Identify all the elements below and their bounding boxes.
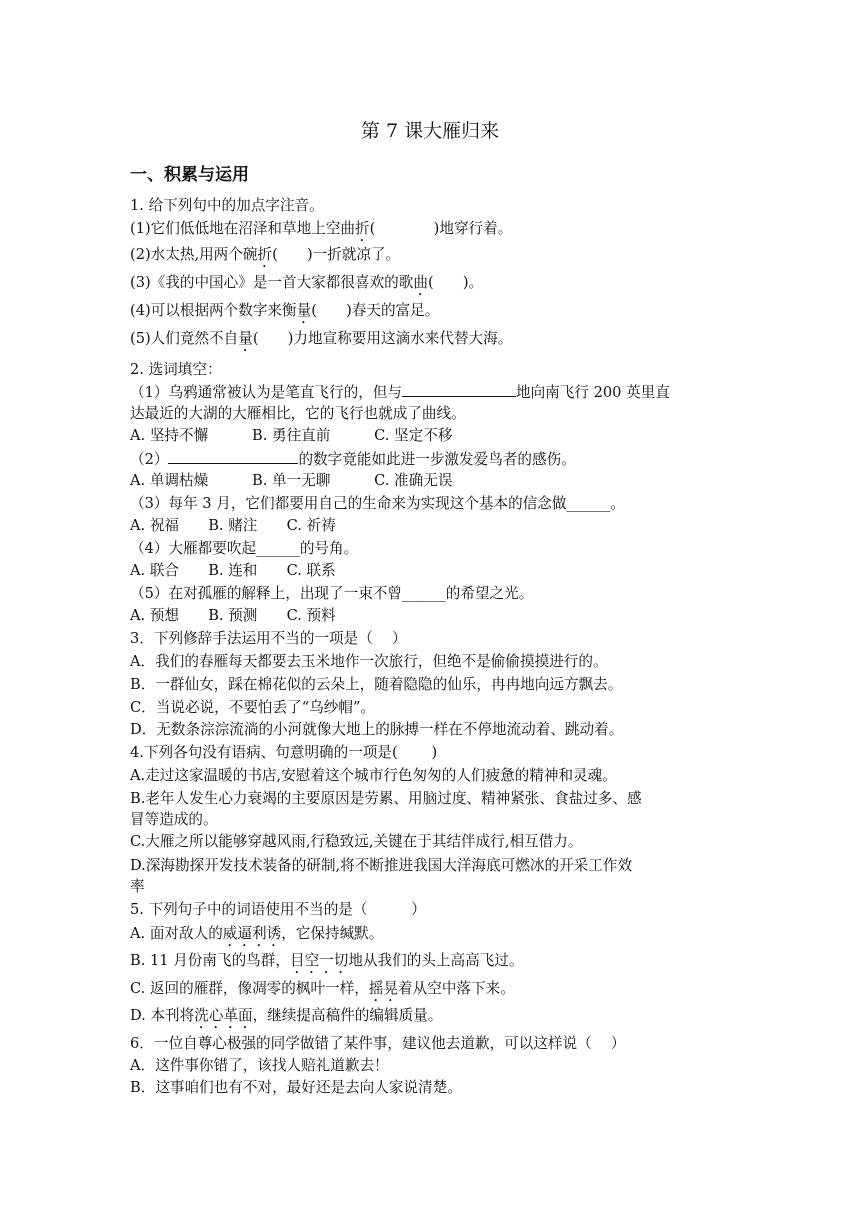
q1-item-1: (1)它们低低地在沼泽和草地上空曲折( )地穿行着。 [130,220,513,237]
q6-option-a: A．这件事你错了，该找人赔礼道歉去！ [130,1057,389,1074]
q2-options-2: A. 单调枯燥 B. 单一无聊 C. 准确无误 [130,472,453,489]
q2-stem: 2. 选词填空： [130,361,222,378]
q3-option-d: D．无数条淙淙流淌的小河就像大地上的脉搏一样在不停地流动着、跳动着。 [130,721,624,738]
q5-option-d: D. 本刊将洗心革面，继续提高稿件的编辑质量。 [130,1007,443,1024]
q4-option-d-cont: 率 [130,878,145,895]
q5-option-b: B. 11 月份南飞的鸟群，目空一切地从我们的头上高高飞过。 [130,952,524,969]
q6-stem: 6．一位自尊心极强的同学做错了某件事，建议他去道歉，可以这样说（ ） [130,1035,626,1052]
q5-option-c: C. 返回的雁群，像凋零的枫叶一样，摇晃着从空中落下来。 [130,980,515,997]
q3-stem: 3．下列修辞手法运用不当的一项是（ ） [130,630,407,647]
answer-blank [168,449,298,464]
q4-stem: 4.下列各句没有语病、句意明确的一项是( ) [130,744,438,761]
q2-options-5: A. 预想 B. 预测 C. 预料 [130,607,336,624]
q3-option-b: B．一群仙女，踩在棉花似的云朵上，随着隐隐的仙乐，冉冉地向远方飘去。 [130,676,623,693]
q4-option-d: D.深海勘探开发技术装备的研制,将不断推进我国大洋海底可燃冰的开采工作效 [130,857,633,874]
section-heading: 一、积累与运用 [130,165,249,185]
q2-sentence-3: （3）每年 3 月，它们都要用自己的生命来为实现这个基本的信念做______。 [130,495,625,512]
q3-option-a: A．我们的春雁每天都要去玉米地作一次旅行，但绝不是偷偷摸摸进行的。 [130,653,608,670]
q1-item-3: (3)《我的中国心》是一首大家都很喜欢的歌曲( )。 [130,274,484,291]
q2-sentence-1: （1）乌鸦通常被认为是笔直飞行的，但与 地向南飞行 200 英里直 [130,384,670,401]
q2-sentence-5: （5）在对孤雁的解释上，出现了一束不曾______的希望之光。 [130,585,534,602]
q6-option-b: B．这事咱们也有不对，最好还是去向人家说清楚。 [130,1079,462,1096]
q2-sentence-4: （4）大雁都要吹起______的号角。 [130,540,359,557]
answer-blank [402,382,516,397]
q3-option-c: C．当说必说，不要怕丢了“乌纱帽”。 [130,699,375,716]
q1-item-4: (4)可以根据两个数字来衡量( )春天的富足。 [130,302,440,319]
q4-option-a: A.走过这家温暖的书店,安慰着这个城市行色匆匆的人们疲惫的精神和灵魂。 [130,767,617,784]
q1-item-2: (2)水太热,用两个碗折( )一折就凉了。 [130,246,401,263]
q2-options-3: A. 祝福 B. 赌注 C. 祈祷 [130,517,336,534]
q1-stem: 1. 给下列句中的加点字注音。 [130,197,324,214]
q4-option-b-cont: 冒等造成的。 [130,811,218,828]
q2-sentence-1-cont: 达最近的大湖的大雁相比，它的飞行也就成了曲线。 [130,405,466,422]
q4-option-b: B.老年人发生心力衰竭的主要原因是劳累、用脑过度、精神紧张、食盐过多、感 [130,790,642,807]
q4-option-c: C.大雁之所以能够穿越风雨,行稳致远,关键在于其结伴成行,相互借力。 [130,833,583,850]
q2-options-4: A. 联合 B. 连和 C. 联系 [130,562,336,579]
q2-sentence-2: （2） 的数字竟能如此进一步激发爱鸟者的感伤。 [130,451,576,468]
q1-item-5: (5)人们竟然不自量( )力地宣称要用这滴水来代替大海。 [130,330,513,347]
q5-stem: 5. 下列句子中的词语使用不当的是（ ） [130,901,426,918]
q2-options-1: A. 坚持不懈 B. 勇往直前 C. 坚定不移 [130,427,453,444]
q5-option-a: A. 面对敌人的威逼利诱，它保持缄默。 [130,925,384,942]
page-title: 第 7 课大雁归来 [360,120,500,142]
